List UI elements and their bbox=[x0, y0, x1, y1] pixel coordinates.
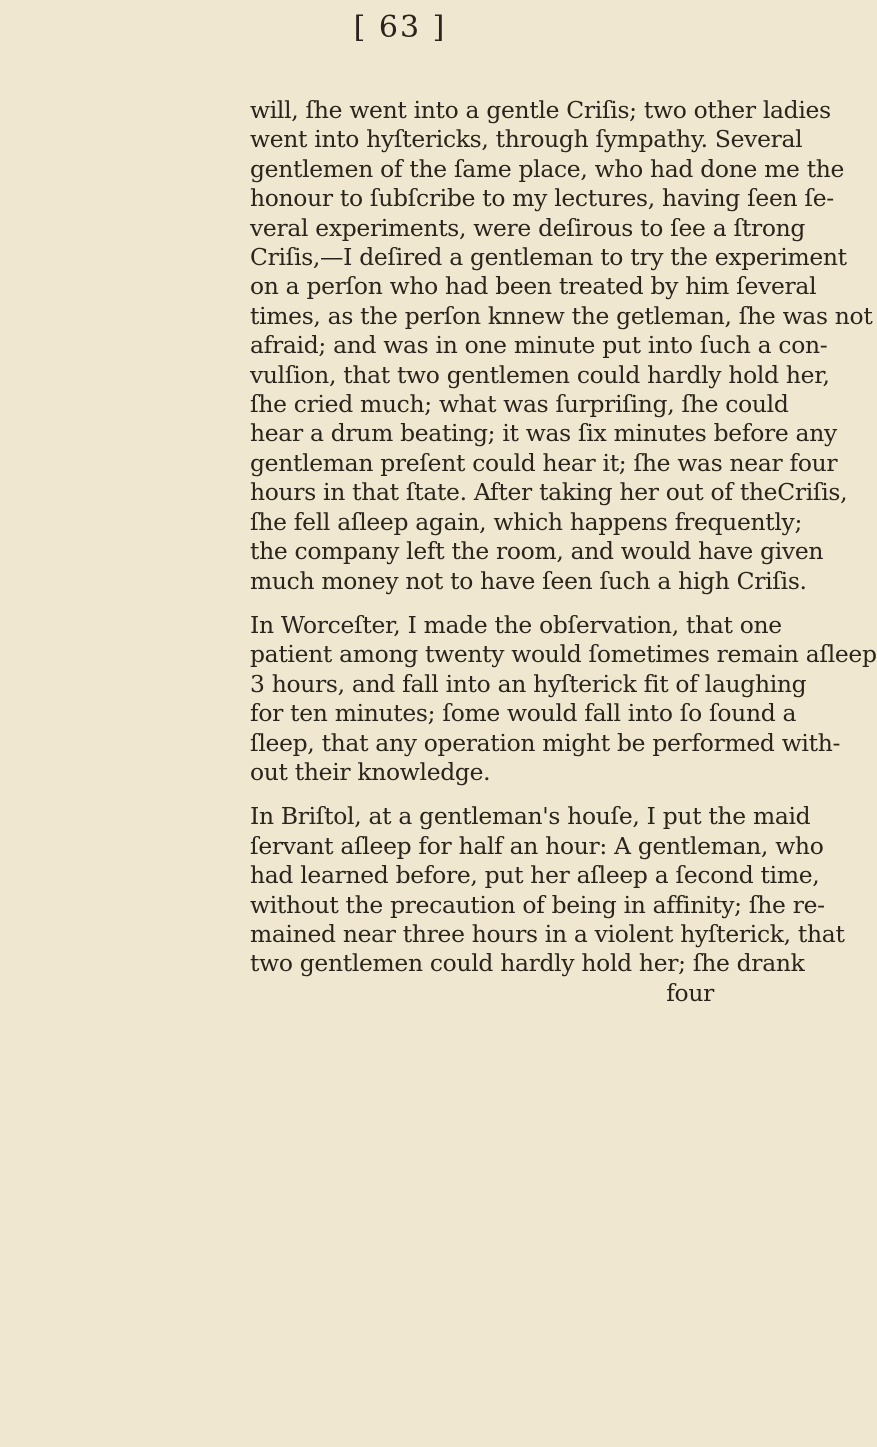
text-line: for ten minutes; ſome would fall into ſo ſound a bbox=[250, 699, 797, 728]
text-line: honour to ſubſcribe to my lectures, having ſeen ſe- bbox=[250, 184, 834, 213]
text-line: had learned before, put her aſleep a ſecond time, bbox=[250, 861, 820, 890]
text-line: the company left the room, and would have given bbox=[250, 537, 824, 566]
page-number-header: [ 63 ] bbox=[353, 10, 447, 45]
text-line: on a perſon who had been treated by him ſeveral bbox=[250, 272, 817, 301]
paragraph-gap bbox=[250, 596, 720, 611]
paragraph-2 bbox=[250, 610, 877, 787]
paragraph-3 bbox=[250, 802, 845, 978]
text-line: vulſion, that two gentlemen could hardly hold her, bbox=[250, 360, 830, 389]
catchword: four bbox=[666, 978, 714, 1007]
text-line: gentlemen of the ſame place, who had done me the bbox=[250, 154, 845, 183]
text-line: much money not to have ſeen ſuch a high Criſis. bbox=[250, 566, 807, 595]
text-line: mained near three hours in a violent hyſterick, that bbox=[250, 919, 845, 948]
paragraph-gap bbox=[250, 787, 720, 802]
text-line: will, ſhe went into a gentle Criſis; two other ladies bbox=[250, 96, 831, 124]
body-text bbox=[250, 96, 877, 1008]
text-line: hear a drum beating; it was ſix minutes before any bbox=[250, 419, 837, 448]
text-line: In Briſtol, at a gentleman's houſe, I put the maid bbox=[250, 802, 811, 831]
text-line: gentleman preſent could hear it; ſhe was near four bbox=[250, 448, 838, 477]
text-line: two gentlemen could hardly hold her; ſhe drank bbox=[250, 949, 805, 978]
text-line: times, as the perſon knnew the getleman, ſhe was not bbox=[250, 301, 873, 330]
text-line: ſleep, that any operation might be performed with- bbox=[250, 728, 841, 757]
text-line: veral experiments, were deſirous to ſee a ſtrong bbox=[250, 213, 806, 242]
text-line: 3 hours, and fall into an hyſterick fit of laughing bbox=[250, 669, 807, 698]
text-line: afraid; and was in one minute put into ſuch a con- bbox=[250, 331, 828, 360]
text-line: hours in that ſtate. After taking her out of theCriſis, bbox=[250, 478, 848, 507]
paragraph-1 bbox=[250, 96, 873, 596]
text-line: ſhe cried much; what was ſurpriſing, ſhe could bbox=[250, 390, 789, 419]
text-line: ſervant aſleep for half an hour: A gentleman, who bbox=[250, 831, 824, 860]
text-line: out their knowledge. bbox=[250, 757, 491, 786]
text-line: went into hyſtericks, through ſympathy. Several bbox=[250, 125, 803, 154]
text-line: In Worceſter, I made the obſervation, that one bbox=[250, 610, 782, 639]
text-line: ſhe fell aſleep again, which happens frequently; bbox=[250, 507, 803, 536]
text-line: patient among twenty would ſometimes remain aſleep bbox=[250, 640, 877, 669]
text-line: without the precaution of being in affinity; ſhe re- bbox=[250, 890, 825, 919]
text-line: Criſis,—I deſired a gentleman to try the experiment bbox=[250, 243, 847, 272]
